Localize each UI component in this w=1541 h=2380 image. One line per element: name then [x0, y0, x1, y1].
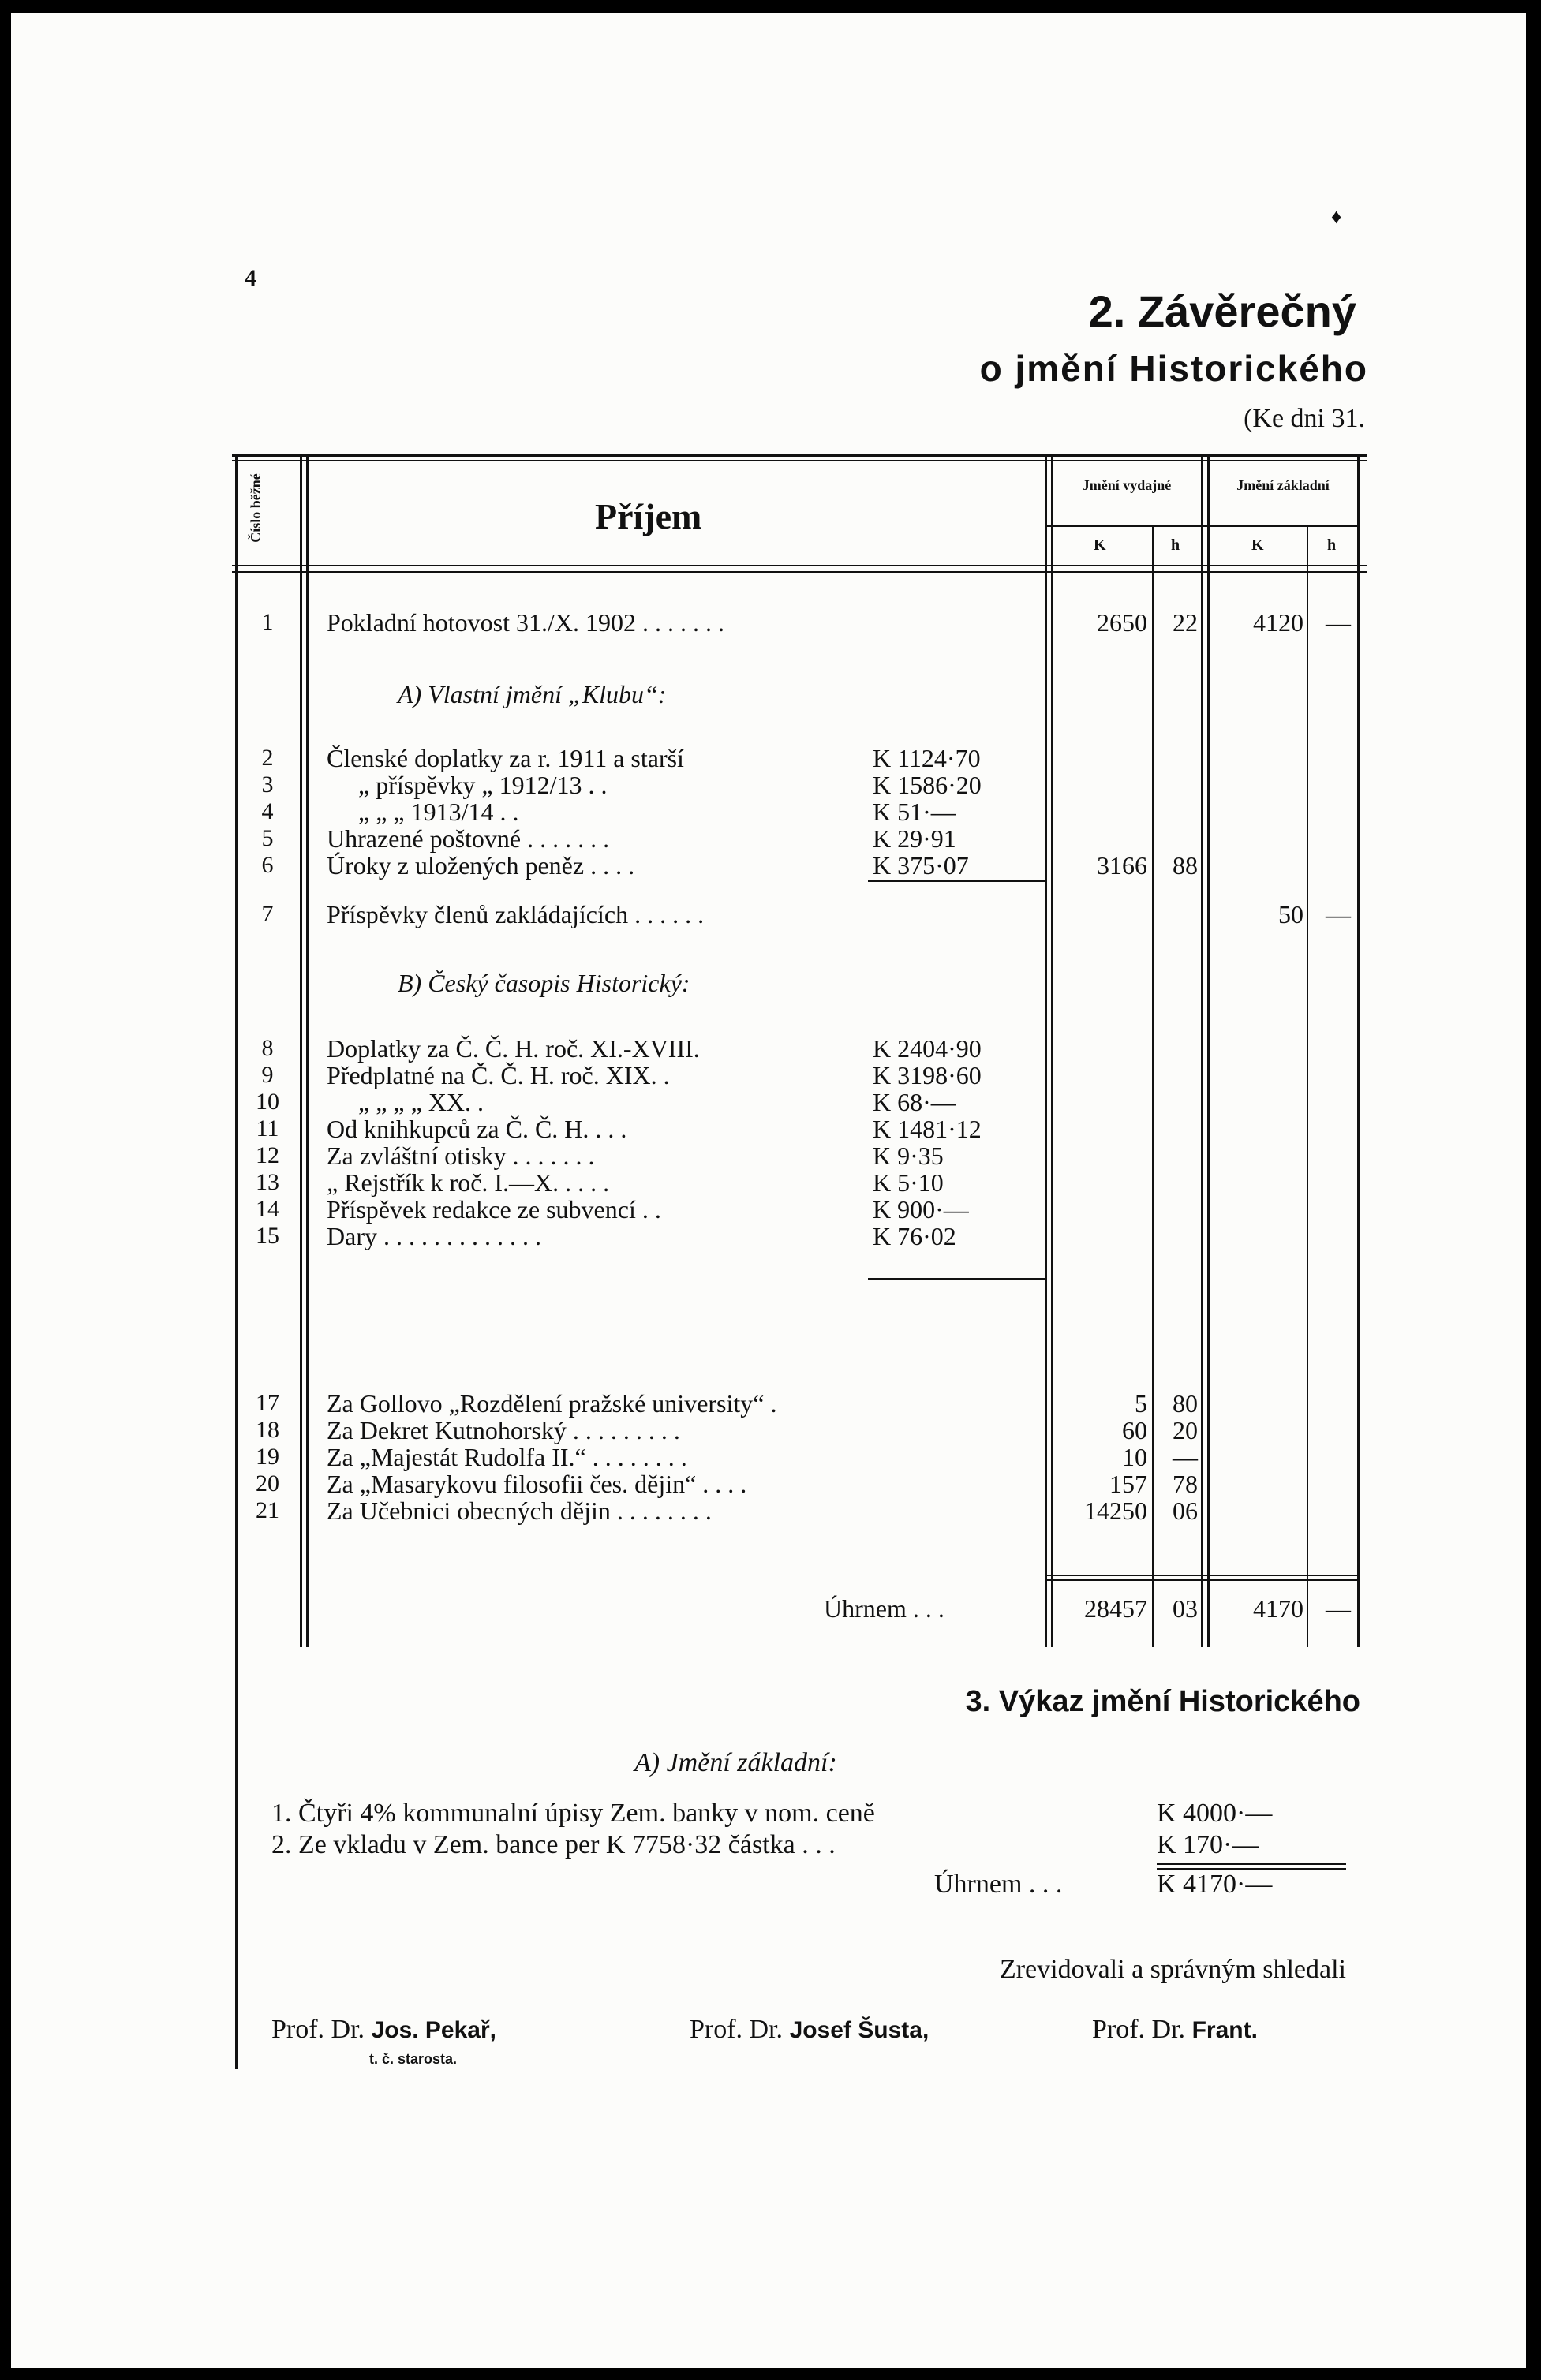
total-base-h: — — [1326, 1594, 1351, 1623]
report3-total-amount: K 4170·— — [1157, 1870, 1273, 1899]
row-amount: K 5·10 — [873, 1168, 944, 1197]
row-description: „ „ „ „ XX. . — [358, 1088, 484, 1116]
signature-2-prefix: Prof. Dr. — [690, 2015, 784, 2044]
row-number: 20 — [256, 1470, 279, 1496]
row-description: Úroky z uložených peněz . . . . — [327, 851, 635, 880]
row-description: Za zvláštní otisky . . . . . . . — [327, 1141, 595, 1170]
expend-h: 20 — [1173, 1416, 1198, 1444]
row-amount: K 51·— — [873, 798, 956, 826]
document-page — [11, 13, 1526, 2368]
report-subtitle: o jmění Historického — [979, 348, 1368, 389]
signature-3-prefix: Prof. Dr. — [1092, 2015, 1186, 2044]
expend-h: 78 — [1173, 1470, 1198, 1498]
table-row — [11, 1444, 1526, 1470]
signature-3 — [1092, 2015, 1258, 2045]
expend-h: 22 — [1173, 608, 1198, 637]
table-row — [11, 1035, 1526, 1062]
expend-unit-k: K — [1094, 536, 1106, 554]
table-row — [11, 1196, 1526, 1223]
section-b-heading: B) Český časopis Historický: — [398, 969, 690, 997]
signature-1 — [271, 2015, 496, 2045]
signature-2 — [690, 2015, 929, 2045]
header-bottom-rule — [232, 565, 1367, 566]
signature-1-role: t. č. starosta. — [369, 2051, 458, 2067]
verification-note: Zrevidovali a správným shledali — [999, 1955, 1346, 1984]
total-rule — [1045, 1575, 1357, 1576]
col-income-label: Příjem — [595, 496, 702, 536]
row-amount: K 900·— — [873, 1195, 969, 1224]
row-amount: K 1586·20 — [873, 771, 982, 799]
subtotal-rule-a — [868, 880, 1045, 882]
table-top-rule-2 — [232, 460, 1367, 461]
expend-h: — — [1173, 1443, 1198, 1471]
row-number: 21 — [256, 1497, 279, 1523]
table-row — [11, 1115, 1526, 1142]
corner-mark: ♦ — [1331, 205, 1342, 228]
row-number: 15 — [256, 1223, 279, 1249]
report3-line-1-amount: K 4000·— — [1157, 1799, 1273, 1828]
expend-h: 80 — [1173, 1389, 1198, 1418]
row-number: 19 — [256, 1444, 279, 1470]
expend-h: 06 — [1173, 1496, 1198, 1525]
signature-1-prefix: Prof. Dr. — [271, 2015, 365, 2044]
row-description: Za „Majestát Rudolfa II.“ . . . . . . . . — [327, 1443, 687, 1471]
row-number: 12 — [256, 1142, 279, 1168]
header-bottom-rule-2 — [232, 571, 1367, 573]
total-base-k: 4170 — [1253, 1594, 1303, 1623]
signature-2-name: Josef Šusta, — [789, 2017, 929, 2043]
table-row — [11, 1089, 1526, 1115]
col-number-label: Číslo běžné — [248, 473, 264, 543]
table-row — [11, 1470, 1526, 1497]
table-row — [11, 1169, 1526, 1196]
row-number: 2 — [261, 745, 274, 771]
row-amount: K 3198·60 — [873, 1061, 982, 1089]
signature-3-name: Frant. — [1191, 2017, 1258, 2043]
row-description: Od knihkupců za Č. Č. H. . . . — [327, 1115, 627, 1143]
row-amount: K 375·07 — [873, 851, 969, 880]
expend-k: 3166 — [1097, 851, 1147, 880]
expend-k: 2650 — [1097, 608, 1147, 637]
table-row — [11, 1062, 1526, 1089]
row-description: Pokladní hotovost 31./X. 1902 . . . . . . . — [327, 608, 725, 637]
report3-line-2: 2. Ze vkladu v Zem. bance per K 7758·32 částka . . . — [271, 1830, 836, 1859]
row-number: 18 — [256, 1417, 279, 1443]
total-label: Úhrnem . . . — [824, 1594, 944, 1623]
table-row — [11, 1417, 1526, 1444]
col-expend-label: Jmění vydajné — [1082, 477, 1172, 493]
row-description: Uhrazené poštovné . . . . . . . — [327, 824, 610, 853]
row-number: 3 — [261, 772, 274, 798]
report3-line-2-amount: K 170·— — [1157, 1830, 1259, 1859]
row-number: 4 — [261, 798, 274, 824]
total-expend-k: 28457 — [1084, 1594, 1147, 1623]
row-description: Za Dekret Kutnohorský . . . . . . . . . — [327, 1416, 680, 1444]
subtotal-rule-b — [868, 1278, 1045, 1280]
row-description: Členské doplatky za r. 1911 a starší — [327, 744, 684, 772]
report3-total-label: Úhrnem . . . — [934, 1870, 1063, 1899]
report-title: 2. Závěrečný — [1088, 286, 1356, 336]
section-a-heading: A) Vlastní jmění „Klubu“: — [398, 680, 667, 708]
row-description: Příspěvek redakce ze subvencí . . — [327, 1195, 661, 1224]
row-amount: K 76·02 — [873, 1222, 956, 1250]
table-row — [11, 901, 1526, 928]
base-h: — — [1326, 608, 1351, 637]
row-description: Za Gollovo „Rozdělení pražské university“ . — [327, 1389, 777, 1418]
row-description: Doplatky za Č. Č. H. roč. XI.-XVIII. — [327, 1034, 700, 1063]
table-row — [11, 1142, 1526, 1169]
row-number: 9 — [261, 1062, 274, 1088]
table-row — [11, 1524, 1526, 1551]
row-number: 11 — [256, 1115, 279, 1141]
total-row — [11, 1595, 1526, 1622]
base-unit-h: h — [1327, 536, 1337, 554]
report3-section: A) Jmění základní: — [634, 1748, 837, 1777]
table-row — [11, 1390, 1526, 1417]
total-expend-h: 03 — [1173, 1594, 1198, 1623]
col-base-label: Jmění základní — [1236, 477, 1330, 493]
row-amount: K 29·91 — [873, 824, 956, 853]
row-amount: K 1481·12 — [873, 1115, 982, 1143]
page-number: 4 — [245, 265, 256, 291]
row-amount: K 1124·70 — [873, 744, 981, 772]
expend-k: 60 — [1122, 1416, 1147, 1444]
row-description: „ „ „ 1913/14 . . — [358, 798, 519, 826]
table-row — [11, 1250, 1526, 1276]
expend-k: 157 — [1109, 1470, 1147, 1498]
expend-unit-h: h — [1171, 536, 1180, 554]
row-description: Za „Masarykovu filosofii čes. dějin“ . . . . — [327, 1470, 747, 1498]
row-description: Příspěvky členů zakládajících . . . . . . — [327, 900, 705, 928]
table-row — [11, 1223, 1526, 1250]
row-amount: K 9·35 — [873, 1141, 944, 1170]
row-number: 1 — [261, 609, 274, 635]
row-number: 10 — [256, 1089, 279, 1115]
row-description: „ příspěvky „ 1912/13 . . — [358, 771, 608, 799]
row-number: 13 — [256, 1169, 279, 1195]
expend-k: 5 — [1135, 1389, 1147, 1418]
expend-h: 88 — [1173, 851, 1198, 880]
row-number: 7 — [261, 901, 274, 927]
table-row — [11, 609, 1526, 636]
row-amount: K 2404·90 — [873, 1034, 982, 1063]
row-number: 5 — [261, 825, 274, 851]
row-description: Dary . . . . . . . . . . . . . — [327, 1222, 541, 1250]
report3-rule — [1157, 1863, 1346, 1865]
row-number: 6 — [261, 852, 274, 878]
row-amount: K 68·— — [873, 1088, 956, 1116]
report3-line-1: 1. Čtyři 4% kommunalní úpisy Zem. banky v nom. ceně — [271, 1799, 875, 1828]
base-unit-k: K — [1251, 536, 1264, 554]
base-h: — — [1326, 900, 1351, 928]
signature-1-name: Jos. Pekař, — [371, 2017, 496, 2043]
row-number: 14 — [256, 1196, 279, 1222]
total-rule-2 — [1045, 1579, 1357, 1581]
table-row — [11, 745, 1526, 772]
expend-k: 14250 — [1084, 1496, 1147, 1525]
report3-title: 3. Výkaz jmění Historického — [965, 1685, 1360, 1718]
base-k: 50 — [1278, 900, 1303, 928]
table-row — [11, 852, 1526, 879]
row-description: „ Rejstřík k roč. I.—X. . . . . — [327, 1168, 610, 1197]
table-row — [11, 1497, 1526, 1524]
row-number: 8 — [261, 1035, 274, 1061]
table-top-rule — [232, 454, 1367, 457]
row-description: Předplatné na Č. Č. H. roč. XIX. . — [327, 1061, 670, 1089]
row-description: Za Učebnici obecných dějin . . . . . . . . — [327, 1496, 712, 1525]
expend-k: 10 — [1122, 1443, 1147, 1471]
table-row — [11, 772, 1526, 798]
report-date: (Ke dni 31. — [1244, 404, 1365, 433]
table-row — [11, 825, 1526, 852]
table-row — [11, 798, 1526, 825]
row-number: 17 — [256, 1390, 279, 1416]
base-k: 4120 — [1253, 608, 1303, 637]
